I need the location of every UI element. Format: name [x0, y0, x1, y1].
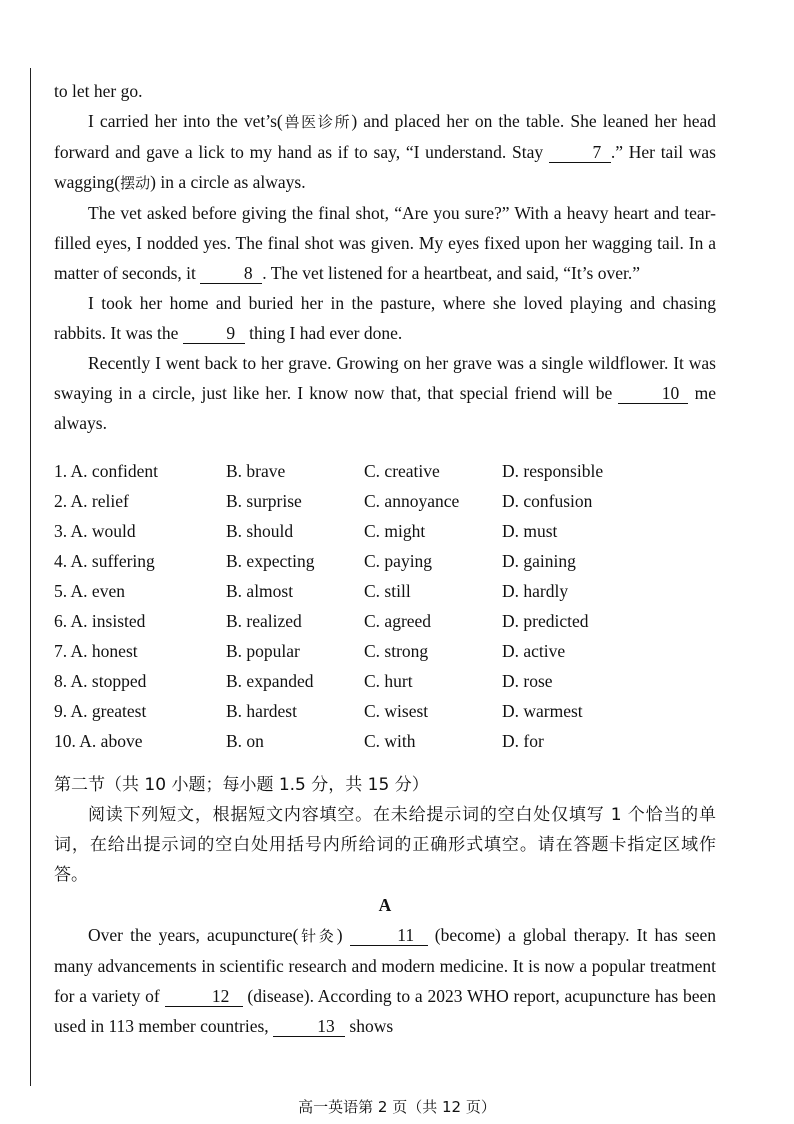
passage-a-text: Over the years, acupuncture(针灸) 11 (become) a global therapy. It has seen many advancements in scientific research and modern medicine. It is now a popular treatment for a variety of 12 (disease). According to a 2023 WHO report, acupuncture has been used in 113 member countries, 13 shows: [54, 925, 716, 1036]
wag-annotation: 摆动: [120, 174, 151, 192]
option-d[interactable]: D. must: [502, 521, 558, 541]
passage-a-heading: A: [378, 895, 392, 915]
option-d[interactable]: D. gaining: [502, 551, 576, 571]
option-row-6: [54, 606, 716, 636]
option-b[interactable]: B. expecting: [226, 551, 315, 571]
option-d[interactable]: D. warmest: [502, 701, 583, 721]
option-a[interactable]: 6. A. insisted: [54, 611, 146, 631]
option-a[interactable]: 5. A. even: [54, 581, 125, 601]
passage-paragraph-1: I carried her into the vet’s(兽医诊所) and placed her on the table. She leaned her head forward and gave a lick to my hand as if to say, “I understand. Stay 7 .” Her tail was wagging(摆动) in a circle as always.: [54, 111, 716, 192]
option-d[interactable]: D. predicted: [502, 611, 589, 631]
option-b[interactable]: B. on: [226, 731, 264, 751]
option-d[interactable]: D. hardly: [502, 581, 569, 601]
option-a[interactable]: 8. A. stopped: [54, 671, 147, 691]
acupuncture-annotation: 针灸: [298, 927, 337, 945]
option-a[interactable]: 9. A. greatest: [54, 701, 147, 721]
option-a[interactable]: 10. A. above: [54, 731, 143, 751]
option-row-7: [54, 636, 716, 666]
option-row-5: [54, 576, 716, 606]
answer-options: [54, 456, 716, 756]
option-b[interactable]: B. almost: [226, 581, 294, 601]
passage-paragraph-3: I took her home and buried her in the pasture, where she loved playing and chasing rabbits. It was the 9 thing I had ever done.: [54, 293, 716, 343]
option-b[interactable]: B. realized: [226, 611, 302, 631]
option-b[interactable]: B. popular: [226, 641, 300, 661]
option-c[interactable]: C. might: [364, 521, 426, 541]
option-c[interactable]: C. agreed: [364, 611, 432, 631]
blank-13[interactable]: 13: [273, 1016, 345, 1037]
option-d[interactable]: D. for: [502, 731, 544, 751]
blank-7[interactable]: 7: [549, 142, 611, 163]
option-row-3: [54, 516, 716, 546]
option-c[interactable]: C. with: [364, 731, 416, 751]
option-c[interactable]: C. wisest: [364, 701, 429, 721]
blank-8[interactable]: 8: [200, 263, 262, 284]
blank-12[interactable]: 12: [165, 986, 243, 1007]
option-row-1: [54, 456, 716, 486]
option-row-9: [54, 696, 716, 726]
section-2-instructions: 阅读下列短文，根据短文内容填空。在未给提示词的空白处仅填写 1 个恰当的单词，在给出提示词的空白处用括号内所给词的正确形式填空。请在答题卡指定区域作答。: [54, 805, 716, 885]
vet-annotation: 兽医诊所: [282, 113, 352, 131]
option-c[interactable]: C. creative: [364, 461, 440, 481]
option-d[interactable]: D. responsible: [502, 461, 604, 481]
option-a[interactable]: 1. A. confident: [54, 461, 159, 481]
passage-line-continuation: to let her go.: [54, 81, 143, 101]
option-a[interactable]: 2. A. relief: [54, 491, 129, 511]
option-a[interactable]: 4. A. suffering: [54, 551, 155, 571]
option-row-10: [54, 726, 716, 756]
blank-9[interactable]: 9: [183, 323, 245, 344]
option-d[interactable]: D. confusion: [502, 491, 593, 511]
page-content: [54, 76, 716, 1041]
option-b[interactable]: B. brave: [226, 461, 286, 481]
option-row-8: [54, 666, 716, 696]
option-d[interactable]: D. rose: [502, 671, 553, 691]
passage-paragraph-4: Recently I went back to her grave. Growing on her grave was a single wildflower. It was swaying in a circle, just like her. I know now that, that special friend will be 10 me always.: [54, 353, 716, 433]
binding-margin-line: [30, 68, 31, 1086]
option-b[interactable]: B. expanded: [226, 671, 314, 691]
option-b[interactable]: B. surprise: [226, 491, 302, 511]
section-2-title: 第二节（共 10 小题；每小题 1.5 分，共 15 分）: [54, 775, 429, 795]
option-c[interactable]: C. annoyance: [364, 491, 460, 511]
option-b[interactable]: B. hardest: [226, 701, 297, 721]
option-c[interactable]: C. hurt: [364, 671, 413, 691]
option-b[interactable]: B. should: [226, 521, 294, 541]
option-row-2: [54, 486, 716, 516]
blank-11[interactable]: 11: [350, 925, 428, 946]
option-row-4: [54, 546, 716, 576]
blank-10[interactable]: 10: [618, 383, 688, 404]
option-a[interactable]: 3. A. would: [54, 521, 136, 541]
page-footer: 高一英语第 2 页（共 12 页）: [298, 1098, 496, 1116]
passage-paragraph-2: The vet asked before giving the final shot, “Are you sure?” With a heavy heart and tear-filled eyes, I nodded yes. The final shot was given. My eyes fixed upon her wagging tail. In a matter of seconds, it 8 . The vet listened for a heartbeat, and said, “It’s over.”: [54, 203, 716, 283]
option-a[interactable]: 7. A. honest: [54, 641, 138, 661]
option-d[interactable]: D. active: [502, 641, 566, 661]
option-c[interactable]: C. still: [364, 581, 411, 601]
option-c[interactable]: C. paying: [364, 551, 433, 571]
option-c[interactable]: C. strong: [364, 641, 429, 661]
